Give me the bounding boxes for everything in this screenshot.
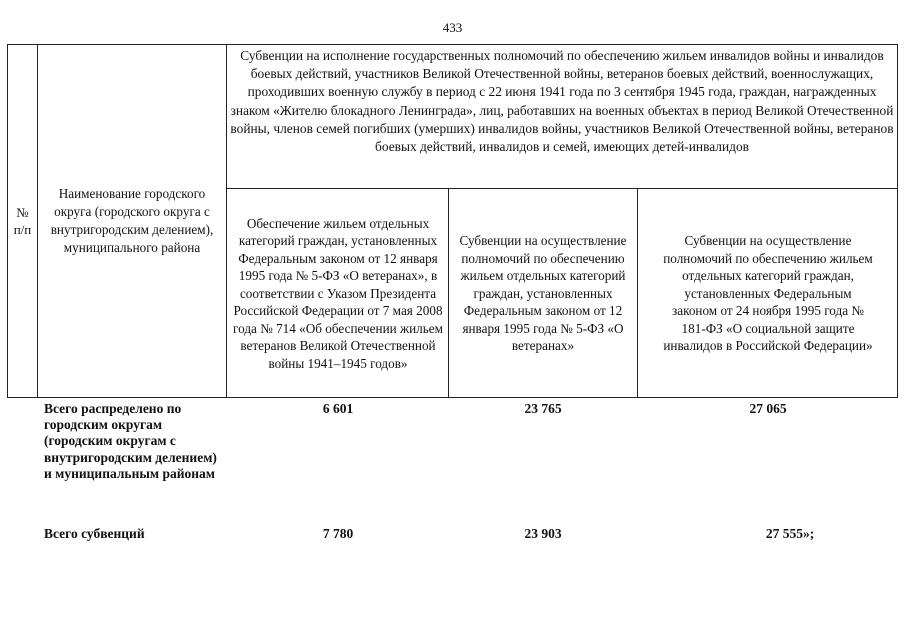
- header-sub-column-3-text: Субвенции на осуществление полномочий по обеспечению жильем отдельных категорий граждан, установленных Федеральным законом от 24 ноября 1995 года № 181-ФЗ «О социальной защите инвалидов в Российской Федерации»: [663, 233, 873, 354]
- row-value: 23 765: [524, 401, 562, 416]
- table-right-border: [897, 44, 898, 397]
- header-sub-column-1-text: Обеспечение жильем отдельных категорий граждан, установленных Федеральным законом от 12 января 1995 года № 5-ФЗ «О ветеранах», в соответствии с Указом Президента Российской Федерации от 7 мая 2008 года № 714 «Об обеспечении жильем ветеранов Великой Отечественной войны 1941–1945 годов»: [233, 215, 443, 371]
- header-name-text: Наименование городского округа (городского округа с внутригородским делением), муниципального района: [50, 186, 214, 255]
- row-value: 23 903: [524, 526, 562, 541]
- header-index: [8, 45, 37, 397]
- header-group-title-text: Субвенции на исполнение государственных полномочий по обеспечению жильем инвалидов войны и инвалидов боевых действий, участников Великой Отечественной войны, ветеранов боевых действий, военнослужащих, проходивших военную службу в период с 22 июня 1941 года по 3 сентября 1945 года, граждан, награжденных знаком «Жителю блокадного Ленинграда», лиц, работавших на военных объектах в период Великой Отечественной войны, членов семей погибших (умерших) инвалидов войны, участников Великой Отечественной войны, ветеранов боевых действий, инвалидов и семей, имеющих детей-инвалидов: [230, 48, 894, 155]
- index-column-border: [37, 44, 38, 397]
- header-group-title: [230, 47, 894, 156]
- row-label: Всего распределено по городским округам (городским округам с внутригородским делением) и муниципальным районам: [44, 401, 217, 481]
- header-bottom-rule: [7, 397, 898, 398]
- header-sub-column-1: [229, 190, 447, 397]
- header-name: [40, 45, 224, 397]
- page-number: 433: [442, 20, 463, 35]
- group-sub-rule: [226, 188, 898, 189]
- header-index-text: № п/п: [13, 205, 32, 237]
- row-value: 27 065: [749, 401, 787, 416]
- row-label: Всего субвенций: [44, 526, 145, 541]
- sub-column-1-border: [448, 188, 449, 397]
- header-sub-column-2: [450, 190, 636, 397]
- header-sub-column-2-text: Субвенции на осуществление полномочий по обеспечению жильем отдельных категорий граждан, установленных Федеральным законом от 12 января 1995 года № 5-ФЗ «О ветеранах»: [459, 233, 627, 354]
- row-value: 7 780: [322, 526, 354, 541]
- name-column-border: [226, 44, 227, 397]
- row-value: 27 555»;: [765, 526, 815, 541]
- sub-column-2-border: [637, 188, 638, 397]
- row-value: 6 601: [322, 401, 354, 416]
- header-sub-column-3: [640, 190, 896, 397]
